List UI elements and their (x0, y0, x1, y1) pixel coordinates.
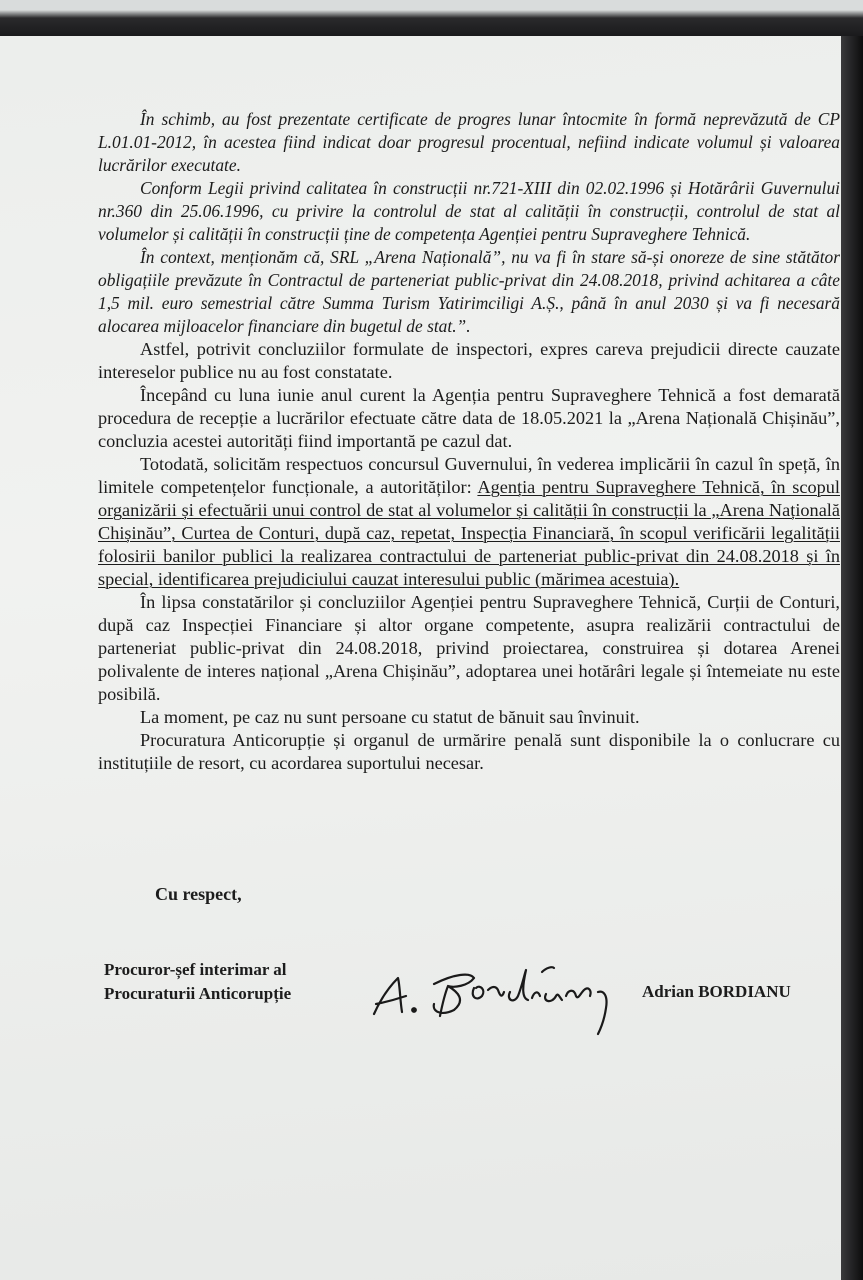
request-intro: Totodată, solicităm respectuos concursul Guvernului, în vederea implicării în cazul în speță, în limitele competențelor funcționale, a autorităților: (98, 454, 840, 497)
paragraph-missing-findings: În lipsa constatărilor și concluziilor Agenției pentru Supraveghere Tehnică, Curții de Conturi, după caz Inspecției Financiare și altor organe competente, asupra realizării contractului de parteneriat public-privat din 24.08.2018, privind proiectarea, construirea și dotarea Arenei polivalente de interes național „Arena Chișinău”, adoptarea unei hotărâri legale și întemeiate nu este posibilă. (98, 592, 840, 704)
monitor-right-bezel (841, 36, 863, 1280)
paragraph-government-request (98, 453, 840, 591)
document-page (0, 36, 843, 1280)
signer-name: Adrian BORDIANU (642, 982, 791, 1001)
paragraph-progress-certificates: În schimb, au fost prezentate certificate de progres lunar întocmite în formă neprevăzută de CP L.01.01-2012, în acestea fiind indicat doar progresul procentual, nefiind indicate volumul și valoarea lucrărilor executate. (98, 109, 840, 175)
paragraph-no-suspects: La moment, pe caz nu sunt persoane cu statut de bănuit sau învinuit. (140, 707, 640, 727)
paragraph-arena-obligations: În context, menționăm că, SRL „Arena Națională”, nu va fi în stare să-și onoreze de sine stătător obligațiile prevăzute în Contractul de parteneriat public-privat din 24.08.2018, privind achitarea a câte 1,5 mil. euro semestrial către Summa Turism Yatirimciligi A.Ș., până în anul 2030 și va fi necesară alocarea mijloacelor financiare din bugetul de stat.”. (98, 247, 840, 336)
handwritten-signature (362, 926, 622, 1036)
paragraph-cooperation: Procuratura Anticorupție și organul de urmărire penală sunt disponibile la o conlucrare cu instituțiile de resort, cu acordarea suportului necesar. (98, 730, 840, 773)
monitor-top-bezel (0, 0, 863, 36)
signer-title-line-1: Procuror-șef interimar al (104, 960, 287, 979)
request-underlined: Agenția pentru Supraveghere Tehnică, în scopul organizării și efectuării unui control de stat al volumelor și calității în construcții la „Arena Națională Chișinău”, Curtea de Conturi, după caz, repetat, Inspecția Financiară, în scopul verificării legalității folosirii banilor publici la realizarea contractului de parteneriat public-privat din 24.08.2018 și în special, identificarea prejudiciului cauzat interesului public (mărimea acestuia). (98, 477, 840, 589)
document-body (98, 108, 840, 775)
closing-salutation: Cu respect, (155, 884, 242, 904)
paragraph-reception-procedure: Începând cu luna iunie anul curent la Agenția pentru Supraveghere Tehnică a fost demarată procedura de recepție a lucrărilor efectuate către data de 18.05.2021 la „Arena Națională Chișinău”, concluzia acestei autorități fiind importantă pe cazul dat. (98, 385, 840, 451)
signer-title-line-2: Procuraturii Anticorupție (104, 984, 292, 1003)
signer-title (104, 958, 374, 1006)
paragraph-construction-law: Conform Legii privind calitatea în construcții nr.721-XIII din 02.02.1996 și Hotărârii Guvernului nr.360 din 25.06.1996, cu privire la controlul de stat al calității în construcții, controlul de stat al volumelor și calității în construcții ține de competența Agenției pentru Supraveghere Tehnică. (98, 178, 840, 244)
paragraph-inspector-conclusions: Astfel, potrivit concluziilor formulate de inspectori, expres careva prejudicii directe cauzate intereselor publice nu au fost constatate. (98, 339, 840, 382)
